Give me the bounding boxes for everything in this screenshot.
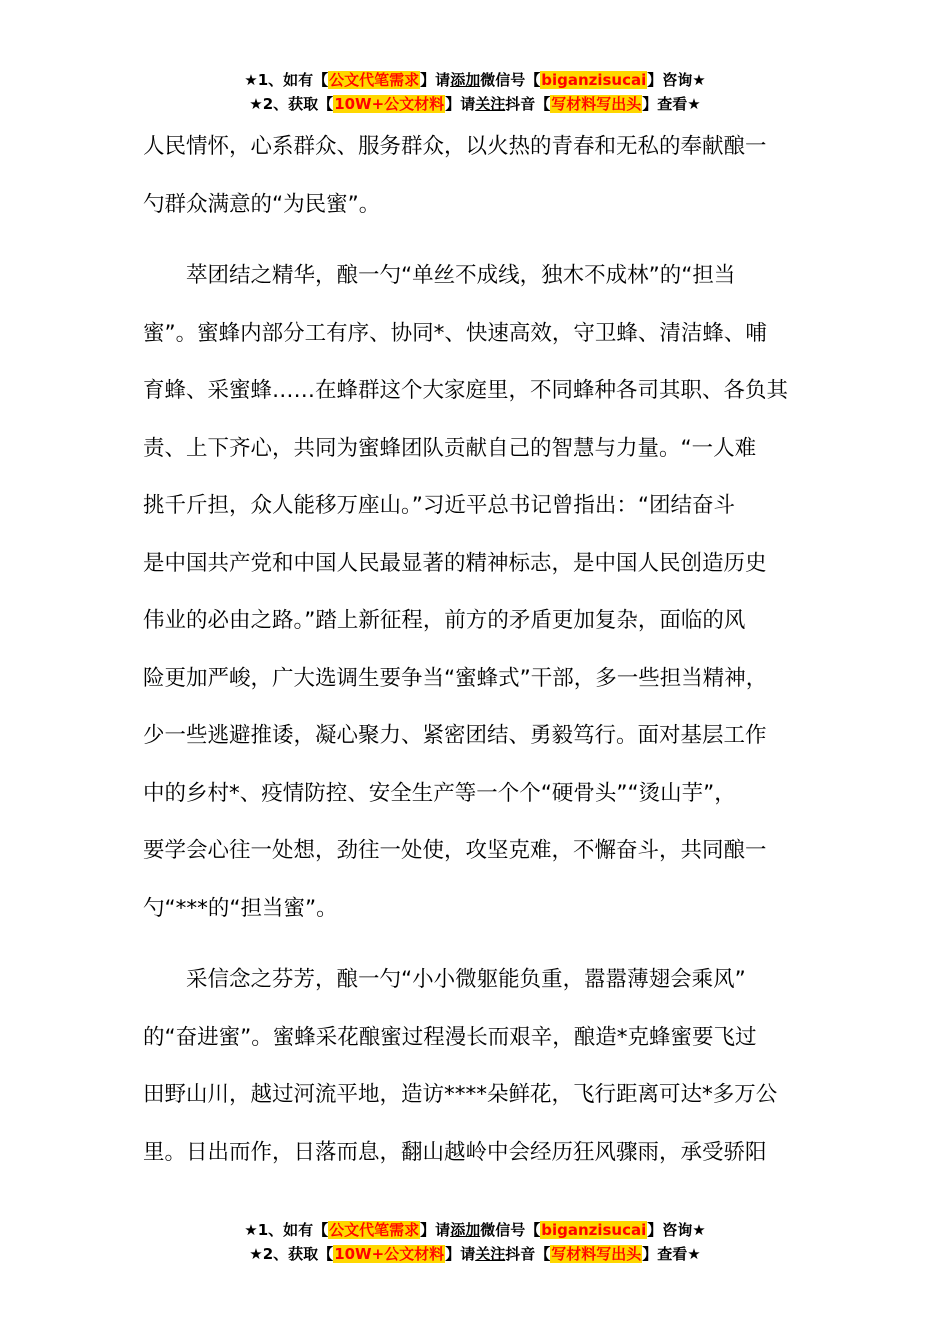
text-line: 责、上下齐心，共同为蜜蜂团队贡献自己的智慧与力量。“一人难 (143, 435, 757, 461)
paragraph (143, 118, 833, 233)
header-banner (0, 68, 950, 116)
text-line: 要学会心往一处想，劲往一处使，攻坚克难，不懈奋斗，共同酿一 (143, 838, 767, 863)
text-line: 人民情怀，心系群众、服务群众，以火热的青春和无私的奉献酿一 (143, 134, 767, 159)
banner-text: 】查看★ (642, 1245, 701, 1263)
text-line: 里。日出而作，日落而息，翻山越岭中会经历狂风骤雨，承受骄阳 (143, 1139, 767, 1165)
banner-text: 抖音【 (505, 95, 551, 113)
paragraph (143, 951, 833, 1181)
banner-highlight: 公文代笔需求 (329, 1221, 420, 1239)
text-line: 勺群众满意的“为民蜜”。 (143, 191, 381, 217)
banner-text: 】请 (445, 95, 476, 113)
banner-highlight: 10W+公文材料 (334, 1245, 445, 1263)
banner-text: 】查看★ (642, 95, 701, 113)
footer-banner (0, 1218, 950, 1266)
banner-line-1 (0, 1218, 950, 1242)
banner-wechat-id: biganzisucai (541, 1221, 647, 1239)
text-line: 田野山川，越过河流平地，造访****朵鲜花，飞行距离可达*多万公 (143, 1082, 778, 1107)
text-line: 育蜂、采蜜蜂……在蜂群这个大家庭里，不同蜂种各司其职、各负其 (143, 378, 789, 403)
banner-text: 微信号【 (480, 71, 541, 89)
text-line: 采信念之芬芳，酿一勺“小小微躯能负重，嚣嚣薄翅会乘风” (143, 967, 746, 992)
text-line: 的“奋进蜜”。蜜蜂采花酿蜜过程漫长而艰辛，酿造*克蜂蜜要飞过 (143, 1024, 757, 1050)
banner-underlined: 添加 (450, 71, 481, 89)
text-line: 勺“***的“担当蜜”。 (143, 895, 338, 921)
banner-douyin-id: 写材料写出头 (551, 95, 642, 113)
banner-text: ★2、获取【 (249, 1245, 334, 1263)
text-line: 中的乡村*、疫情防控、安全生产等一个个“硬骨头”“烫山芋”， (143, 780, 736, 806)
text-line: 萃团结之精华，酿一勺“单丝不成线，独木不成林”的“担当 (143, 263, 736, 288)
banner-underlined: 添加 (450, 1221, 481, 1239)
banner-wechat-id: biganzisucai (541, 71, 647, 89)
text-line: 少一些逃避推诿，凝心聚力、紧密团结、勇毅笃行。面对基层工作 (143, 723, 767, 748)
banner-line-2 (0, 92, 950, 116)
banner-line-1 (0, 68, 950, 92)
banner-text: ★1、如有【 (244, 71, 329, 89)
banner-text: ★2、获取【 (249, 95, 334, 113)
text-line: 是中国共产党和中国人民最显著的精神标志，是中国人民创造历史 (143, 550, 767, 576)
banner-underlined: 关注 (475, 1245, 506, 1263)
document-body (143, 118, 833, 1181)
banner-text: ★1、如有【 (244, 1221, 329, 1239)
paragraph (143, 247, 833, 937)
banner-highlight: 公文代笔需求 (329, 71, 420, 89)
banner-text: 】请 (420, 1221, 451, 1239)
banner-text: 】咨询★ (647, 1221, 706, 1239)
banner-highlight: 10W+公文材料 (334, 95, 445, 113)
banner-text: 】请 (420, 71, 451, 89)
banner-douyin-id: 写材料写出头 (551, 1245, 642, 1263)
text-line: 伟业的必由之路。”踏上新征程，前方的矛盾更加复杂，面临的风 (143, 608, 746, 633)
text-line: 挑千斤担，众人能移万座山。”习近平总书记曾指出：“团结奋斗 (143, 493, 736, 518)
text-line: 险更加严峻，广大选调生要争当“蜜蜂式”干部，多一些担当精神， (143, 665, 768, 691)
text-line: 蜜”。蜜蜂内部分工有序、协同*、快速高效，守卫蜂、清洁蜂、哺 (143, 320, 767, 346)
banner-line-2 (0, 1242, 950, 1266)
banner-text: 】咨询★ (647, 71, 706, 89)
banner-text: 微信号【 (480, 1221, 541, 1239)
banner-text: 抖音【 (505, 1245, 551, 1263)
banner-text: 】请 (445, 1245, 476, 1263)
banner-underlined: 关注 (475, 95, 506, 113)
